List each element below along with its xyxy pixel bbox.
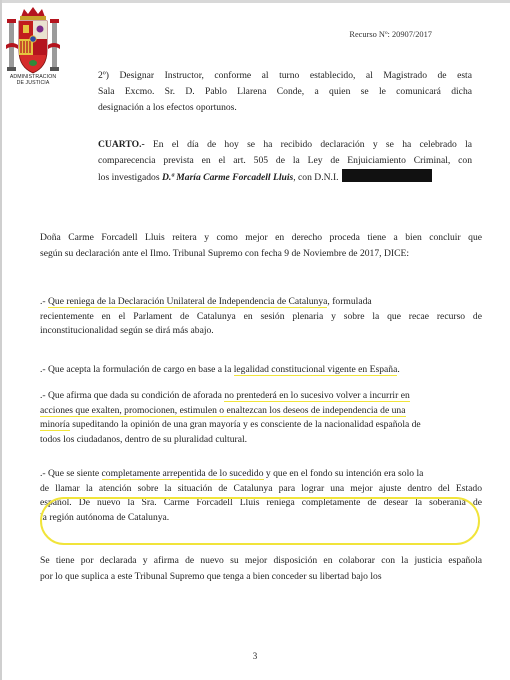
defendant-name: D.ª María Carme Forcadell Lluis: [161, 172, 294, 183]
highlighted-text: minoría: [40, 419, 70, 430]
paragraph-closing: [40, 553, 482, 585]
text-line: [40, 404, 482, 419]
emblem-caption: [0, 74, 66, 86]
emblem-caption-line: DE JUSTICIA: [16, 80, 50, 86]
text-line: [40, 418, 482, 433]
paragraph-declaration-intro: [40, 230, 482, 262]
text-line: inconstitucionalidad según se dirá más abajo.: [40, 325, 214, 336]
text-line: todos los ciudadanos, dentro de su pluralidad cultural.: [40, 433, 248, 445]
text-line: según su declaración ante el Ilmo. Tribunal Supremo con fecha 9 de Noviembre de 2017, DICE:: [40, 248, 409, 259]
paragraph-legalidad: [40, 363, 482, 378]
text-span: , con D.N.I.: [293, 172, 339, 183]
highlighted-text: legalidad constitucional vigente en España: [233, 364, 398, 375]
text-line: [40, 389, 482, 404]
text-span: y que en el fondo su intención era solo la: [263, 468, 424, 479]
text-line: [40, 363, 482, 378]
text-line: comparecencia prevista en el art. 505 de la Ley de Enjuiciamiento Criminal, con: [98, 155, 472, 166]
text-line: [40, 467, 482, 482]
redaction-box: [342, 169, 432, 182]
highlight-ellipse: [40, 497, 480, 545]
text-line: designación a los efectos oportunos.: [98, 102, 237, 113]
text-span: , formulada: [327, 296, 372, 307]
page-number: 3: [252, 651, 258, 661]
text-span: En el día de hoy se ha recibido declaración y se ha celebrado la: [144, 139, 472, 150]
highlighted-text: Que reniega de la Declaración Unilateral de Independencia de Catalunya: [48, 296, 328, 307]
highlighted-text: no prentederá en lo sucesivo volver a incurrir en: [224, 390, 410, 401]
emblem-caption-line: ADMINISTRACION: [9, 74, 57, 80]
text-line: por lo que suplica a este Tribunal Supremo que tenga a bien conceder su libertad bajo los: [40, 571, 382, 582]
scan-edge-left: [0, 0, 2, 680]
text-span: .- Que acepta la formulación de cargo en base a la: [40, 364, 234, 375]
text-line: [98, 137, 472, 153]
highlighted-text: completamente arrepentida de lo sucedido: [101, 468, 264, 479]
text-line: [98, 169, 472, 186]
text-line: la región autónoma de Catalunya.: [40, 511, 170, 523]
text-span: .- Que se siente: [40, 468, 102, 479]
text-span: supeditando la opinión de una gran mayoría y es consciente de la nacionalidad española de: [69, 419, 421, 430]
text-line: 2º) Designar Instructor, conforme al turno establecido, al Magistrado de esta: [98, 70, 472, 81]
text-span: .- Que afirma que dada su condición de aforada: [40, 390, 225, 401]
paragraph-aforada: [40, 389, 482, 447]
text-line: Se tiene por declarada y afirma de nuevo su mejor disposición en colaborar con la justicia española: [40, 555, 482, 566]
highlighted-text: acciones que exalten, promocionen, estimulen o enaltezcan los deseos de independencia de una: [40, 404, 406, 416]
text-span: .: [397, 364, 400, 375]
scan-edge-top: [0, 0, 510, 3]
text-line: Doña Carme Forcadell Lluis reitera y como mejor en derecho proceda tiene a bien concluir que: [40, 232, 482, 243]
paragraph-designation: [98, 68, 472, 116]
text-span: los investigados: [98, 172, 162, 183]
paragraph-reniega-dui: [40, 295, 482, 339]
text-line: recientemente en el Parlament de Catalunya en sesión plenaria y sobre la que recae recurso de: [40, 310, 482, 322]
case-reference: Recurso Nº: 20907/2017: [349, 30, 432, 39]
text-span: .-: [40, 296, 48, 307]
text-line: Sala Excmo. Sr. D. Pablo Llarena Conde, a quien se le comunicará dicha: [98, 86, 472, 97]
text-line: de llamar la atención sobre la situación de Catalunya para lograr una mejor ajuste dentro del Estado: [40, 482, 482, 494]
paragraph-cuarto: [98, 137, 472, 186]
text-line: español. De nuevo la Sra. Carme Forcadell Lluis reniega completamente de desear la soberanía de: [40, 497, 482, 508]
text-line: [40, 295, 482, 310]
section-heading: CUARTO.-: [98, 139, 145, 150]
